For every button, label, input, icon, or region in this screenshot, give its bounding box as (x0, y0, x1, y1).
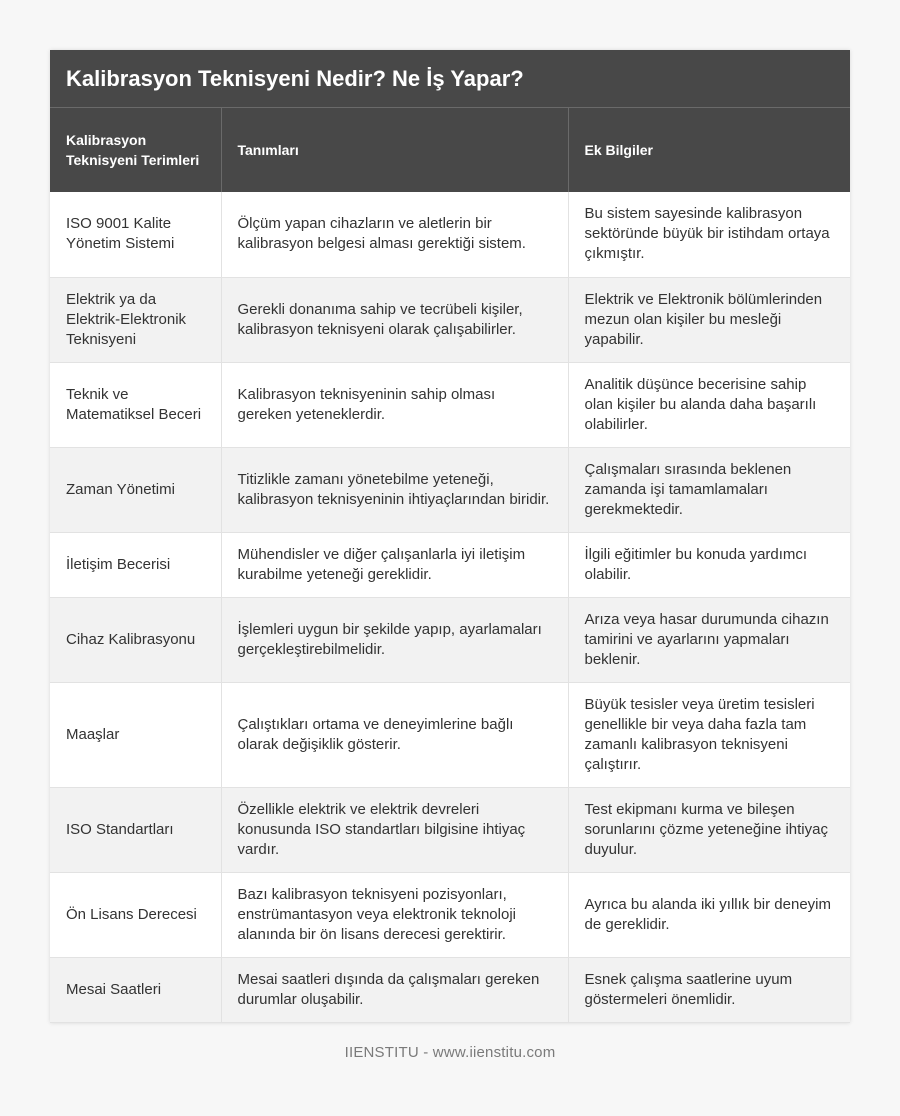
table-row (50, 447, 850, 532)
table-row (50, 787, 850, 872)
info-cell: Çalışmaları sırasında beklenen zamanda işi tamamlamaları gerekmektedir. (568, 447, 850, 532)
definition-cell: Çalıştıkları ortama ve deneyimlerine bağlı olarak değişiklik gösterir. (221, 682, 568, 787)
table-row (50, 277, 850, 362)
info-cell: Analitik düşünce becerisine sahip olan kişiler bu alanda daha başarılı olabilirler. (568, 362, 850, 447)
term-cell: Maaşlar (50, 682, 221, 787)
term-cell: ISO Standartları (50, 787, 221, 872)
term-cell: Cihaz Kalibrasyonu (50, 597, 221, 682)
definition-cell: Mühendisler ve diğer çalışanlarla iyi iletişim kurabilme yeteneği gereklidir. (221, 532, 568, 597)
table-row (50, 957, 850, 1022)
definition-cell: Bazı kalibrasyon teknisyeni pozisyonları, enstrümantasyon veya elektronik teknoloji alanında bir ön lisans derecesi gerektirir. (221, 872, 568, 957)
info-cell: Bu sistem sayesinde kalibrasyon sektöründe büyük bir istihdam ortaya çıkmıştır. (568, 192, 850, 277)
info-table-card (50, 50, 850, 1023)
definition-cell: Mesai saatleri dışında da çalışmaları gereken durumlar oluşabilir. (221, 957, 568, 1022)
term-cell: ISO 9001 Kalite Yönetim Sistemi (50, 192, 221, 277)
term-cell: Teknik ve Matematiksel Beceri (50, 362, 221, 447)
info-cell: Büyük tesisler veya üretim tesisleri genellikle bir veya daha fazla tam zamanlı kalibrasyon teknisyeni çalıştırır. (568, 682, 850, 787)
info-cell: Ayrıca bu alanda iki yıllık bir deneyim de gereklidir. (568, 872, 850, 957)
column-header-terms: Kalibrasyon Teknisyeni Terimleri (50, 108, 221, 192)
term-cell: Zaman Yönetimi (50, 447, 221, 532)
table-header-row (50, 108, 850, 192)
table-row (50, 597, 850, 682)
definition-cell: Gerekli donanıma sahip ve tecrübeli kişiler, kalibrasyon teknisyeni olarak çalışabilirler. (221, 277, 568, 362)
term-cell: İletişim Becerisi (50, 532, 221, 597)
info-cell: İlgili eğitimler bu konuda yardımcı olabilir. (568, 532, 850, 597)
term-cell: Elektrik ya da Elektrik-Elektronik Teknisyeni (50, 277, 221, 362)
info-cell: Test ekipmanı kurma ve bileşen sorunlarını çözme yeteneğine ihtiyaç duyulur. (568, 787, 850, 872)
column-header-definitions: Tanımları (221, 108, 568, 192)
info-cell: Esnek çalışma saatlerine uyum göstermeleri önemlidir. (568, 957, 850, 1022)
definition-cell: İşlemleri uygun bir şekilde yapıp, ayarlamaları gerçekleştirebilmelidir. (221, 597, 568, 682)
column-header-extra-info: Ek Bilgiler (568, 108, 850, 192)
table-row (50, 532, 850, 597)
definition-cell: Özellikle elektrik ve elektrik devreleri konusunda ISO standartları bilgisine ihtiyaç vardır. (221, 787, 568, 872)
term-cell: Ön Lisans Derecesi (50, 872, 221, 957)
table-title: Kalibrasyon Teknisyeni Nedir? Ne İş Yapar? (50, 50, 850, 108)
table-row (50, 682, 850, 787)
table-row (50, 872, 850, 957)
definition-cell: Ölçüm yapan cihazların ve aletlerin bir kalibrasyon belgesi alması gerektiği sistem. (221, 192, 568, 277)
table-row (50, 192, 850, 277)
info-cell: Arıza veya hasar durumunda cihazın tamirini ve ayarlarını yapmaları beklenir. (568, 597, 850, 682)
definition-cell: Titizlikle zamanı yönetebilme yeteneği, kalibrasyon teknisyeninin ihtiyaçlarından biridir. (221, 447, 568, 532)
definition-cell: Kalibrasyon teknisyeninin sahip olması gereken yeteneklerdir. (221, 362, 568, 447)
footer-credit: IIENSTITU - www.iienstitu.com (344, 1044, 556, 1061)
term-cell: Mesai Saatleri (50, 957, 221, 1022)
info-cell: Elektrik ve Elektronik bölümlerinden mezun olan kişiler bu mesleği yapabilir. (568, 277, 850, 362)
table-row (50, 362, 850, 447)
terms-table (50, 108, 850, 1023)
